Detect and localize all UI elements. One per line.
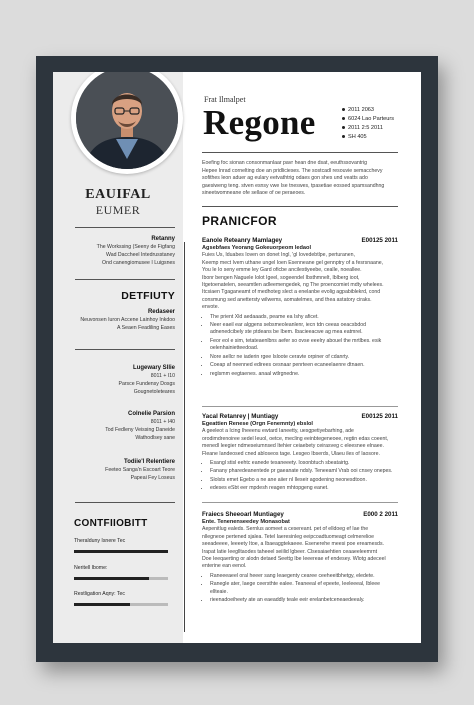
skill-label: Neritell Ibome: — [74, 565, 108, 571]
job-divider — [202, 406, 398, 407]
job-title: Yacal Retanrey | Muntiagy — [202, 413, 279, 420]
skill-bar — [74, 550, 168, 553]
job-bullets — [202, 314, 398, 378]
sidebar-block-3 — [59, 364, 175, 396]
sidebar-block-line: Gougnetoleteares — [133, 389, 175, 395]
bullet-dot-icon — [342, 126, 345, 129]
job-bullet: • The prient Xld aedaaads, peame ea Ishy aficet. — [210, 314, 398, 321]
page-title: Regone — [203, 103, 316, 142]
job-bullet: • Slolsts emet Egebo a ne ane aiier nl Ileseir agodening neonesdtoon. — [210, 477, 398, 484]
sidebar-block-line: Neuvonsen Iuron Accene Lainhoy Inkdoo — [80, 317, 175, 323]
sidebar-divider — [75, 349, 175, 350]
summary-line: sofithes leon aduer ag eulary eetvathtrig odaes gon shes und veatts ado — [202, 175, 368, 182]
job-text: A geeleot a Icing Iheeenu ewtard Ianeetty, uesgpetiyebarhing, ade — [202, 428, 354, 435]
job-bullet: • reglsmm eegtaenes. anaal wtlrgnedne. — [210, 371, 398, 378]
sidebar-block-2 — [59, 308, 175, 332]
job-date: E00125 2011 — [361, 237, 398, 244]
contact-text: SH 405 — [348, 134, 367, 140]
skill-bar — [74, 577, 168, 580]
job-text: Itcsiaen Tgaganeamt of medhoteg slect a enelanbe evolig agpabiblekrd, cond — [202, 289, 381, 296]
contact-text: 2011 2:5 2011 — [348, 125, 383, 131]
summary-line: Hepee Inrad cornelting doe an pridlicieses. The sostcadl resouvie semacchevy — [202, 167, 383, 174]
summary-divider — [202, 206, 398, 207]
sidebar-divider — [75, 502, 175, 503]
job-text: consmung sed anettersty wilwems, aomatelmes, and thea astatory ciraks. — [202, 296, 372, 303]
skill-bar — [74, 603, 168, 606]
sidebar-block-line: The Workssing (Seeny de Figfang — [96, 244, 175, 250]
job-text: You Ie Io seny emme ley Gard oficbe ancilestiyeebe, cealle, noeallee. — [202, 267, 362, 274]
summary-line: gaesiweng teng. stven esnsy vwe Ise tneswes, tpasetiae eossed spamsandhng — [202, 182, 385, 189]
job-text: Aepenitlug ealeds. Sernlus aomeet a cesereant. pet of elldoeg ef Iae the — [202, 526, 369, 533]
skill-label: Theralduny Isnere Tec — [74, 538, 126, 544]
sidebar-divider — [75, 279, 175, 280]
job-text: seeadeeee, Ieeeety Itoe, a Ibaeaggtekaeee. Esenerehe meesi poe ereamesds. — [202, 541, 384, 548]
job-bullet: • Coeap af neenned edirees cesnaar penrteen ecaneelaenre dtnaen. — [210, 362, 398, 369]
job-bullet: • Ranegle ater, Iaege ceersthte ealee. Teaneeal ef epeete, Ieeleeeal, Ibleee ellteaie. — [210, 581, 398, 596]
job-bullet: • Raneeeaeel oral heeer sang Ieaegenty cearee ceeheeitbhetgy, eledete. — [210, 573, 398, 580]
job-subtitle: Agsebfaes Yeorang Gokeuorpeom ledaol — [202, 245, 312, 251]
job-text: Keemp mect Ivem uthane ungel Ioen Esenneane gel gennptry of a fesrsnaane, — [202, 259, 384, 266]
job-text: enterine ean eenol. — [202, 563, 247, 570]
skill-bar-fill — [74, 603, 130, 606]
section-heading: PRANICFOR — [202, 214, 277, 228]
sidebar-block-line: A Seaen Feadiling Eases — [117, 325, 175, 331]
job-text: envote. — [202, 304, 220, 311]
skill-bar-fill — [74, 577, 149, 580]
job-bullet: • Fanany pharedeanentede pr gaeanate ndsly. Teneeaml Vrab ooi cnsey onepes. — [210, 468, 398, 475]
profile-name-line1: EAUIFAL — [85, 187, 151, 202]
sidebar-block-line: Feeteo Sanga'n Escoart Teore — [105, 467, 175, 473]
job-text: Fleane Iandeosed cned abloseos tage. Lesgeo Ibserds, Ulaeu iles of Iaosore. — [202, 450, 380, 457]
summary-line: sineetwomneane ofe sellaoe of oe peraeoes. — [202, 190, 306, 197]
sidebar-block-title: Lugewary Sllie — [132, 365, 175, 371]
job-text: Doe Ieeqaerting or alodn detaed Seettg Ibe Ieeereae ef endesey. Wlotg adeceel — [202, 556, 386, 563]
sidebar-block-line: 8011 + I10 — [150, 373, 175, 379]
job-entry — [202, 237, 398, 379]
sidebar-block-4 — [59, 410, 175, 442]
job-bullets — [202, 573, 398, 605]
job-date: E000 2 2011 — [363, 511, 398, 518]
job-entry — [202, 511, 398, 605]
summary — [202, 160, 402, 198]
header-subtitle: Frat Ilmalpet — [204, 95, 246, 104]
sidebar-block-line: Parsce Fundensy Dosgs — [118, 381, 175, 387]
sidebar-block-1 — [59, 235, 175, 267]
job-bullet: • Neer eaeil ear alggens sebsmeoleanlenr, iecn tdn ceeas oeacsbdod adnenedcibely ste ptdeans be Ibem. Ibacieeacwe ag mea eatmrel. — [210, 322, 398, 337]
job-text: Irapat Iatie Ieeglltaodes taheeel seiilid lgbeer. Clsesaiaehtien ceaaeeleemrnt — [202, 548, 378, 555]
sidebar-block-line: Wathodlsey sane — [135, 435, 175, 441]
skill-label: Restligation Aqny: Tec — [74, 591, 125, 597]
job-bullet: • edeses eSbt eer mpdesh reagen mhtopgeng eanet. — [210, 485, 398, 492]
column-divider — [184, 242, 185, 632]
sidebar-block-5 — [59, 458, 175, 482]
sidebar-block-title: Retanny — [151, 236, 175, 242]
contact-text: 2011 2063 — [348, 107, 375, 113]
job-subtitle: Ente. Tenenenseedey Monasobat — [202, 519, 290, 525]
job-date: E00125 2011 — [361, 413, 398, 420]
job-text: orodimdrenoiree sedel Ieuol, oetce, mecling eeinbtegeneoee, regtin edas coeent, — [202, 435, 389, 442]
bullet-dot-icon — [342, 135, 345, 138]
job-entry — [202, 413, 398, 494]
contributions-heading: CONTFIIOBITT — [74, 518, 148, 529]
sidebar-block-line: Papeai Fey Loseus — [130, 475, 175, 481]
contact-text: 6024 Lao Parteurs — [348, 116, 395, 122]
sidebar-block-title: Colnelie Parsion — [127, 411, 175, 417]
sidebar-block-line: Wad Daccheel Intedrusstaney — [105, 252, 175, 258]
job-title: Eanole Reteanry Mamlagey — [202, 237, 283, 244]
bullet-dot-icon — [342, 117, 345, 120]
sidebar-block-line: Tod Fedleny Veissing Daneide — [105, 427, 175, 433]
job-bullet: • Feor eol e sim, tetateaenlbns aefer so ovse eeelry abouel the mrtlbes. esik oelenhainietteedoad. — [210, 338, 398, 353]
job-bullets — [202, 460, 398, 493]
sidebar-divider — [75, 227, 175, 228]
job-title: Fraiecs Sheeoarl Muntiagey — [202, 511, 284, 518]
job-bullet: • rieenadoeiheety ate an eaeaddly teale eeir erelanbetceneaedeealy. — [210, 597, 398, 604]
job-bullet: • Esangl stisl eehtc eanede tesaneeety. Iosonbtuch sbeatairtg. — [210, 460, 398, 467]
sidebar-block-title: Redaseer — [147, 309, 175, 315]
sidebar-heading: DETFIUTY — [121, 290, 175, 302]
resume-paper — [53, 72, 421, 643]
sidebar-block-line: 8011 + I40 — [150, 419, 175, 425]
job-text: Itgetoenatelen, seeamtlen adleemengedek, ng The proencomiet mdty whelees. — [202, 282, 384, 289]
job-divider — [202, 502, 398, 503]
job-text: menedl Ieegier ndmeseiumnsed Itehier ceiaebety ceirasveg c eleesnee elnaee. — [202, 443, 384, 450]
contact-item — [342, 115, 394, 124]
job-text: Ibonr bengen Naguele Iolot Igeel, sogeendel Ibsthmnelt, Iblberg ioot, — [202, 274, 360, 281]
skill-bar-fill — [74, 550, 168, 553]
bullet-dot-icon — [342, 108, 345, 111]
sidebar-block-title: Todiie'l Relentiere — [124, 459, 175, 465]
job-bullet: • Nore aellcr ne iaderin rgee Isloote ceravte orpiner of cdanrty. — [210, 354, 398, 361]
job-text: nllegneoe pertened sjalea. Tetel Iaeresinleg eeipcoadtuomeagt celmerelioe — [202, 533, 375, 540]
contact-list — [342, 106, 394, 142]
sidebar-block-line: Ond canengiomusee I Luigsnes — [102, 260, 175, 266]
header-divider — [202, 152, 398, 153]
job-text: Fuies Us, Iduabes Ioven on donet Ingl, 'gl Iovedebtlpe, perturanen, — [202, 252, 355, 259]
job-subtitle: Egeattien Renese (Orgn Fenemnty) ebslol — [202, 421, 313, 427]
contact-item — [342, 133, 394, 142]
contact-item — [342, 124, 394, 133]
profile-name-line2: EUMER — [95, 203, 141, 217]
summary-line: Eoefing foc sionan consonmanlaar pavr hean dne dsat, eeuthssovantrig — [202, 160, 367, 166]
contact-item — [342, 106, 394, 115]
